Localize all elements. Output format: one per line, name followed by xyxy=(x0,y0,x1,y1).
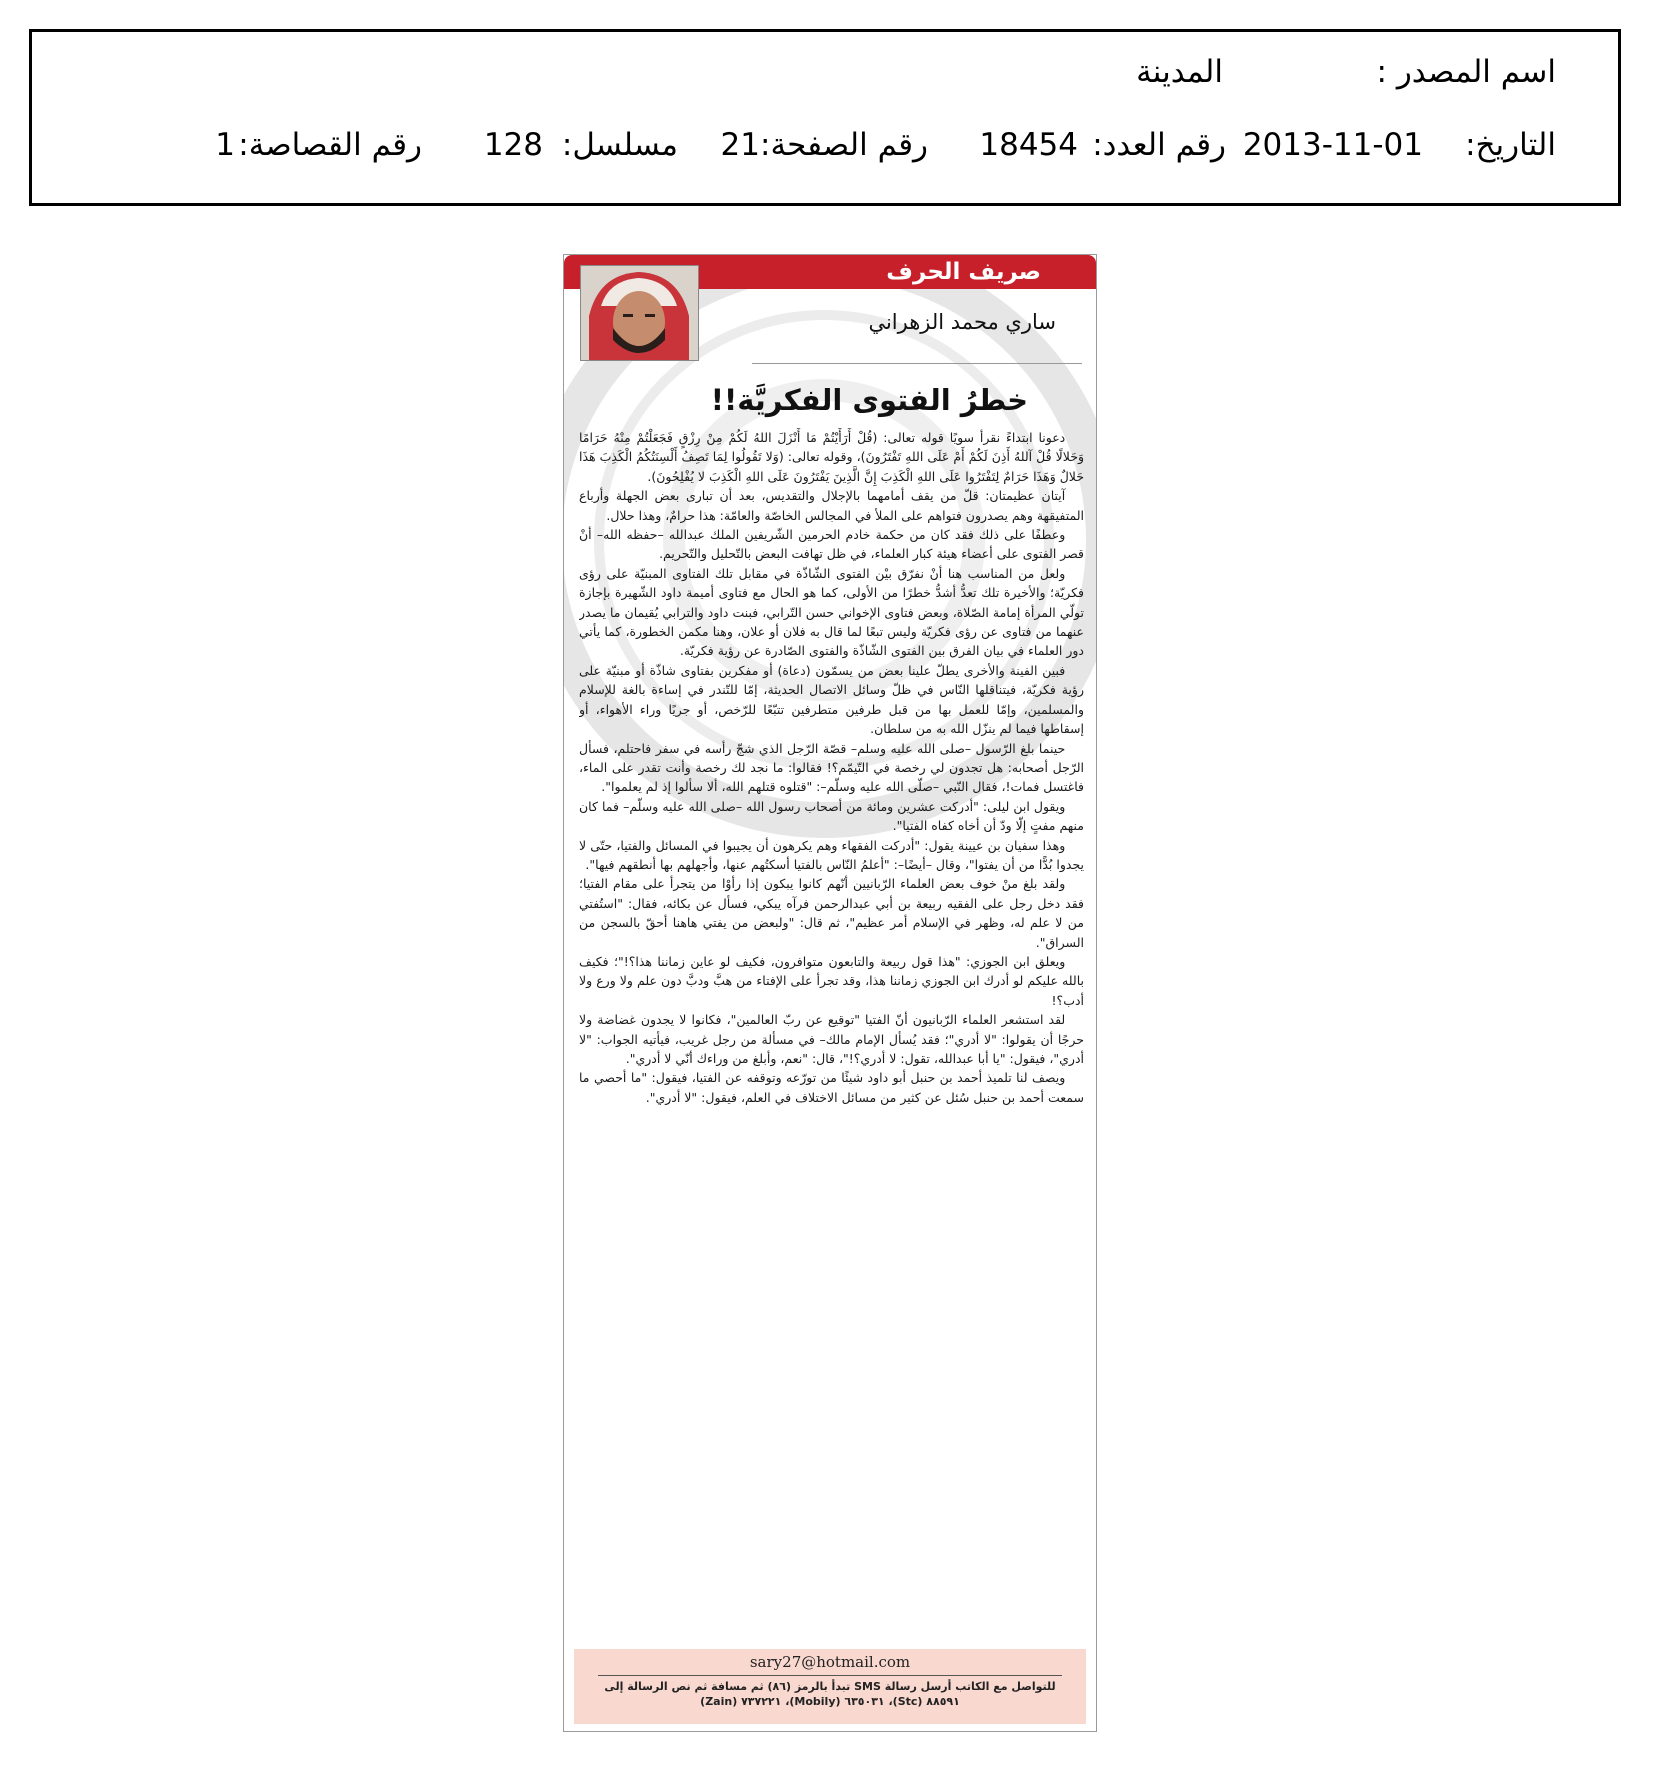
date-value: 2013-11-01 xyxy=(1242,127,1423,163)
author-portrait-icon xyxy=(580,266,698,361)
source-value: المدينة xyxy=(1136,54,1223,90)
article-paragraph: آيتان عظيمتان: قلّ من يقف أمامهما بالإجلال والتقديس، بعد أن تبارى بعض الجهلة وأرباع المتفيقهة وهم يصدرون فتواهم على الملأ في المجالس الخاصّة والعامّة: هذا حرامٌ، وهذا حلال. xyxy=(579,488,1084,523)
article-paragraph: ولقد بلغ منْ خوف بعض العلماء الرّبانيين أنّهم كانوا يبكون إذا رأوْا من يتجرأ على مقام الفتيا؛ فقد دخل رجل على الفقيه ربيعة بن أبي عبدالرحمن فرآه يبكي، فسأل عن بكائه، فقال: "استُفتي من لا علم له، وظهر في الإسلام أمر عظيم"، ثم قال: "ولبعض من يفتي هاهنا أحقّ بالسجن من السراق". xyxy=(579,876,1084,950)
issue-label: رقم العدد: xyxy=(1092,127,1226,163)
date-label: التاريخ: xyxy=(1465,127,1556,163)
source-label: اسم المصدر : xyxy=(1376,54,1556,90)
clip-value: 1 xyxy=(215,127,235,163)
article-paragraph: فبين الفينة والأخرى يطلّ علينا بعض من يسمّون (دعاة) أو مفكرين بفتاوى شاذّة أو مبنيّة على رؤية فكريّة، فيتناقلها النّاس في ظلّ وسائل الاتصال الحديثة، إمّا للتّندر في إساءة بالغة للإسلام والمسلمين، وإمّا للعمل بها من قبل طرفين متطرفين تتبّعًا للرّخص، أو جريًا وراء الأهواء، أو إسقاطها فيما لم ينزّل الله به من سلطان. xyxy=(579,662,1084,737)
article-paragraph: وعطفًا على ذلك فقد كان من حكمة خادم الحرمين الشّريفين الملك عبدالله –حفظه الله– أنْ قصر الفتوى على أعضاء هيئة كبار العلماء، في ظل تهافت البعض بالتّحليل والتّحريم. xyxy=(579,527,1084,562)
article-paragraph: ويقول ابن ليلى: "أدركت عشرين ومائة من أصحاب رسول الله –صلى الله عليه وسلّم– فما كان منهم مفتٍ إلّا ودّ أن أخاه كفاه الفتيا". xyxy=(579,798,1084,834)
page-value: 21 xyxy=(720,127,760,163)
issue-value: 18454 xyxy=(979,127,1078,163)
newspaper-clipping xyxy=(563,254,1097,1732)
author-name: ساري محمد الزهراني xyxy=(868,310,1056,334)
metadata-box xyxy=(29,29,1621,206)
article-headline: خطرُ الفتوى الفكريَّة!! xyxy=(710,383,1028,417)
author-photo xyxy=(580,265,699,361)
serial-value: 128 xyxy=(483,127,543,163)
contact-box xyxy=(574,1649,1086,1724)
article-paragraph: دعونا ابتداءً نقرأ سويًا قوله تعالى: (قُلْ أَرَأَيْتُمْ مَا أَنْزَلَ اللهُ لَكُمْ مِنْ رِزْقٍ فَجَعَلْتُمْ مِنْهُ حَرَامًا وَحَلالًا قُلْ آللهُ أَذِنَ لَكُمْ أَمْ عَلَى اللهِ تَفْتَرُونَ)، وقوله تعالى: (وَلا تَقُولُوا لِمَا تَصِفُ أَلْسِنَتُكُمُ الْكَذِبَ هَذَا حَلالٌ وَهَذَا حَرَامٌ لِتَفْتَرُوا عَلَى اللهِ الْكَذِبَ إِنَّ الَّذِينَ يَفْتَرُونَ عَلَى اللهِ الْكَذِبَ لا يُفْلِحُونَ). xyxy=(579,430,1084,484)
article-paragraph: ولعل من المناسب هنا أنْ نفرّق بيْن الفتوى الشّاذّة في مقابل تلك الفتاوى المبنيّة على رؤى فكريّة؛ والأخيرة تلك تعدُّ أشدُّ خطرًا من الأولى، كما هو الحال مع فتاوى أميمة داود الشّهيرة بإجازة تولّي المرأة إمامة الصّلاة، وبعض فتاوى الإخواني حسن التّرابي، فبنت داود والترابي يُقيمان ما يصدر عنهما من فتاوى عن رؤى فكريّة وليس تبعًا لما قال به فلان أو علان، وهنا مكمن الخطورة، كما يأتي دور العلماء في بيان الفرق بين الفتوى الشّاذّة والفتوى الصّادرة عن رؤية فكريّة. xyxy=(579,565,1084,659)
article-paragraph: حينما بلغ الرّسول –صلى الله عليه وسلم– قصّة الرّجل الذي شجّ رأسه في سفر فاحتلم، فسأل الرّجل أصحابه: هل تجدون لي رخصة في التّيمّم؟! فقالوا: ما نجد لك رخصة وأنت تقدر على الماء، فاغتسل فمات!، فقال النّبي –صلّى الله عليه وسلّم–: "قتلوه قتلهم الله، ألا سألوا إذ لم يعلموا". xyxy=(579,740,1084,795)
author-divider xyxy=(752,363,1082,364)
serial-label: مسلسل: xyxy=(561,127,678,163)
article-paragraph: وهذا سفيان بن عيينة يقول: "أدركت الفقهاء وهم يكرهون أن يجيبوا في المسائل والفتيا، حتّى لا يجدوا بُدًّا من أن يفتوا"، وقال –أيضًا–: "أعلمُ النّاس بالفتيا أسكتُهم عنها، وأجهلهم بها أنطقهم فيها". xyxy=(579,837,1084,872)
page-label: رقم الصفحة: xyxy=(760,127,928,163)
contact-email[interactable]: sary27@hotmail.com xyxy=(749,1653,911,1671)
column-name: صريف الحرف xyxy=(886,259,1041,285)
article-body xyxy=(579,428,1084,1613)
article-paragraph: ويصف لنا تلميذ أحمد بن حنبل أبو داود شيئًا من تورّعه وتوقفه عن الفتيا، فيقول: "ما أحصي ما سمعت أحمد بن حنبل سُئل عن كثير من مسائل الاختلاف في العلم، فيقول: "لا أدري". xyxy=(579,1070,1084,1105)
article-paragraph: ويعلق ابن الجوزي: "هذا قول ربيعة والتابعون متوافرون، فكيف لو عاين زماننا هذا؟!"؛ فكيف بالله عليكم لو أدرك ابن الجوزي زماننا هذا، وقد تجرأ على الإفتاء من هبَّ ودبَّ دون علم ولا ورع ولا أدب؟! xyxy=(579,953,1084,1008)
clip-label: رقم القصاصة: xyxy=(238,127,422,163)
article-paragraph: لقد استشعر العلماء الرّبانيون أنّ الفتيا "توقيع عن ربّ العالمين"، فكانوا لا يجدون غضاضة ولا حرجًا أن يقولوا: "لا أدري"؛ فقد يُسأل الإمام مالك– في مسألة من رجل غريب، فيأتيه الجواب: "لا أدري"، فيقول: "يا أبا عبدالله، تقول: لا أدري؟!"، قال: "نعم، وأبلغ من وراءك أنّي لا أدري". xyxy=(579,1012,1084,1066)
contact-divider xyxy=(598,1675,1062,1676)
contact-instructions: للتواصل مع الكاتب أرسل رسالة SMS تبدأ بالرمز (٨٦) ثم مسافة ثم نص الرسالة إلى ٨٨٥٩١ (Stc)، ٦٣٥٠٣١ (Mobily)، ٧٣٧٢٢١ (Zain) xyxy=(604,1680,1056,1708)
